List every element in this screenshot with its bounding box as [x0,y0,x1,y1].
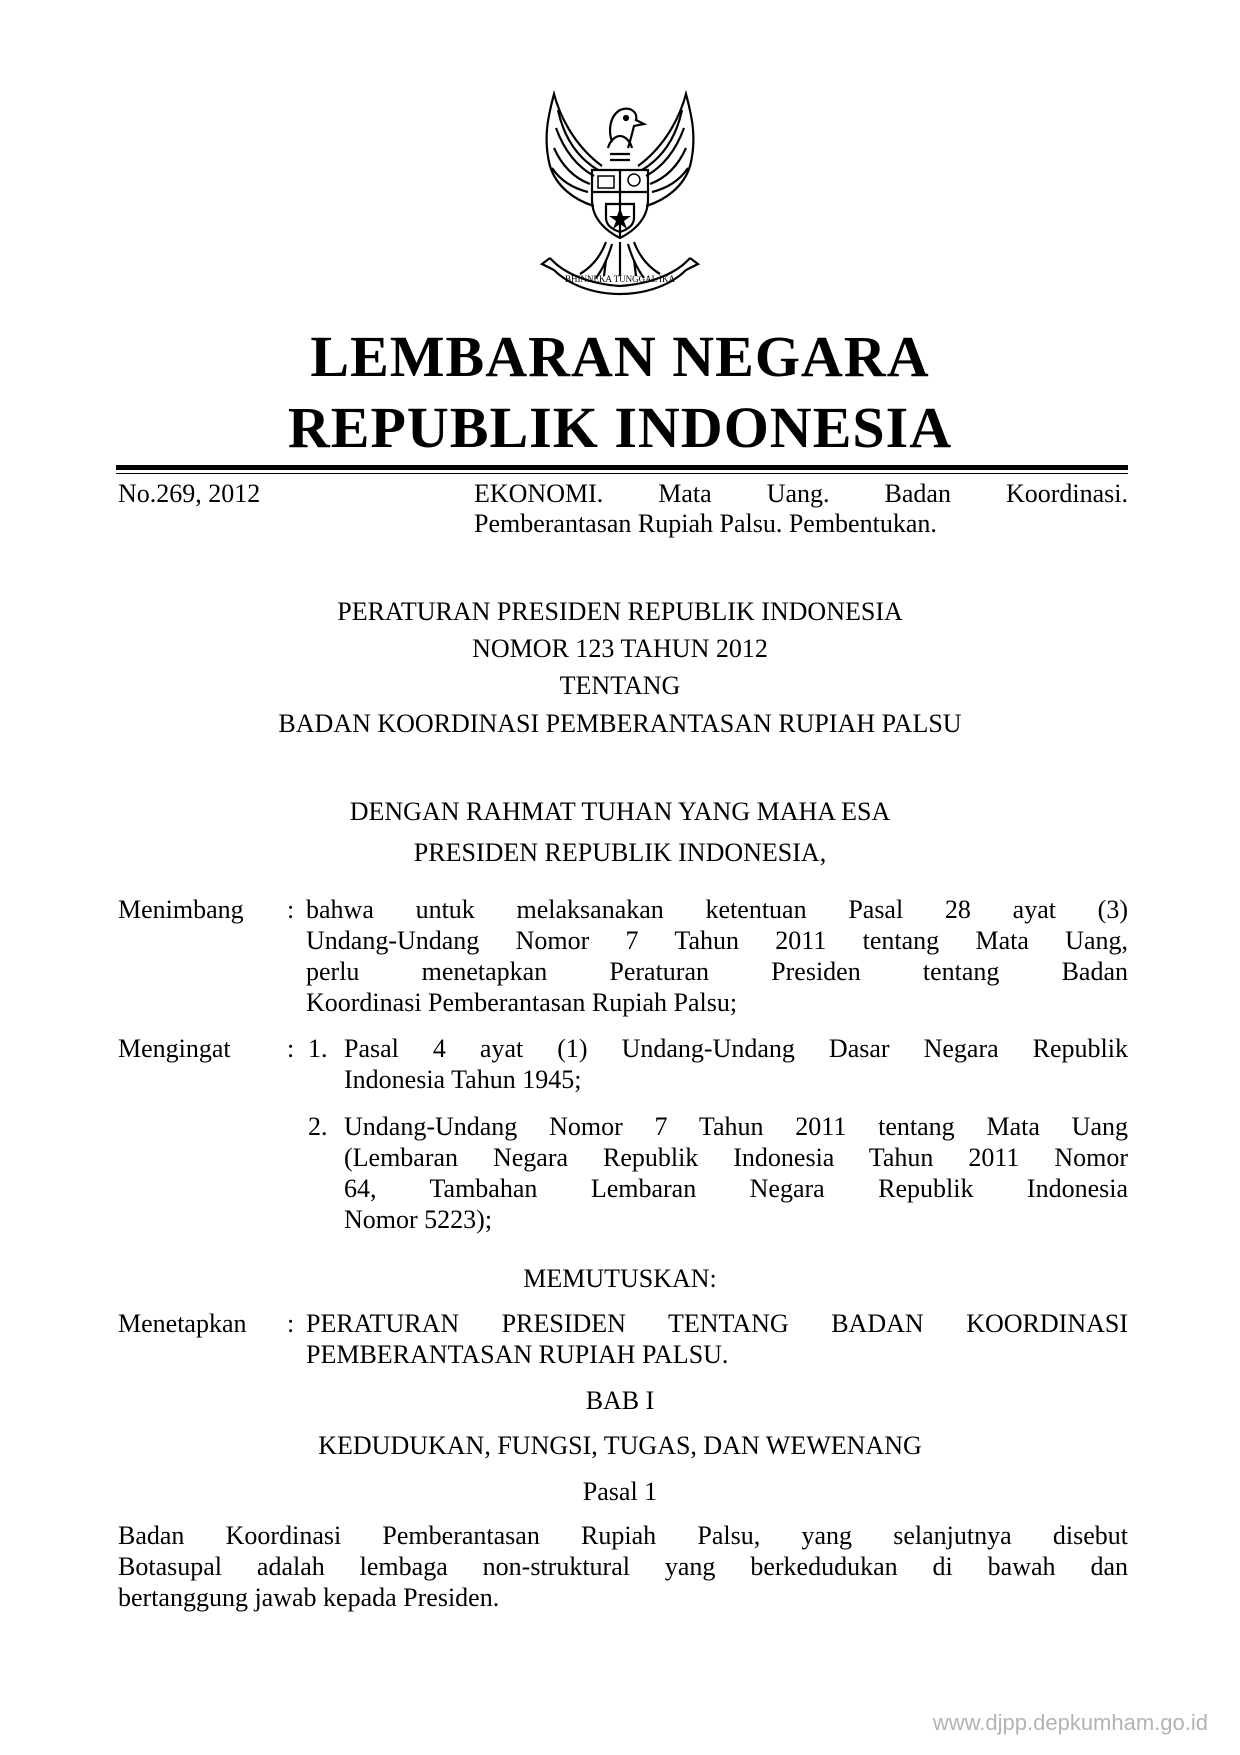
menetapkan-colon: : [287,1309,295,1338]
menimbang-colon: : [287,895,295,924]
mengingat-label: Mengingat [118,1034,231,1063]
mengingat-item-line: 64, Tambahan Lembaran Negara Republik Indonesia [344,1174,1128,1203]
masthead-title-line2: REPUBLIK INDONESIA [287,395,953,460]
body-line: bertanggung jawab kepada Presiden. [118,1583,500,1612]
memutuskan-heading: MEMUTUSKAN: [523,1264,717,1293]
menetapkan-line: PERATURAN PRESIDEN TENTANG BADAN KOORDINASI [306,1309,1128,1338]
gazette-subject-line1 [474,478,1128,510]
mengingat-item-number: 1. [308,1034,328,1063]
mengingat-item-line: Undang-Undang Nomor 7 Tahun 2011 tentang Mata Uang [344,1112,1128,1141]
menetapkan-label: Menetapkan [118,1309,247,1338]
masthead-rule-thick [116,465,1128,470]
menimbang-line: perlu menetapkan Peraturan Presiden tentang Badan [306,957,1128,986]
menimbang-line: bahwa untuk melaksanakan ketentuan Pasal 28 ayat (3) [306,895,1128,924]
masthead-rule-thin [116,473,1128,474]
garuda-emblem-icon [520,80,720,298]
menimbang-line: Undang-Undang Nomor 7 Tahun 2011 tentang Mata Uang, [306,926,1128,955]
subject-word: Koordinasi. [1005,479,1128,508]
menetapkan-line: PEMBERANTASAN RUPIAH PALSU. [306,1340,729,1369]
mengingat-item-line: (Lembaran Negara Republik Indonesia Tahun 2011 Nomor [344,1143,1128,1172]
source-watermark: www.djpp.depkumham.go.id [932,1710,1208,1735]
president-heading: PRESIDEN REPUBLIK INDONESIA, [413,838,827,867]
gazette-subject-line2: Pemberantasan Rupiah Palsu. Pembentukan. [474,509,937,538]
regulation-subject: BADAN KOORDINASI PEMBERANTASAN RUPIAH PALSU [278,709,962,738]
subject-word: EKONOMI. [474,479,604,508]
subject-word: Uang. [766,479,830,508]
mengingat-item-number: 2. [308,1112,328,1141]
menimbang-label: Menimbang [118,895,244,924]
bab-title: KEDUDUKAN, FUNGSI, TUGAS, DAN WEWENANG [318,1431,922,1460]
body-line: Botasupal adalah lembaga non-struktural yang berkedudukan di bawah dan [118,1552,1128,1581]
regulation-number: NOMOR 123 TAHUN 2012 [472,634,768,663]
invocation: DENGAN RAHMAT TUHAN YANG MAHA ESA [349,797,891,826]
mengingat-item-line: Pasal 4 ayat (1) Undang-Undang Dasar Negara Republik [344,1034,1128,1063]
menimbang-line: Koordinasi Pemberantasan Rupiah Palsu; [306,988,738,1017]
mengingat-colon: : [287,1034,295,1063]
gazette-number: No.269, 2012 [118,479,261,508]
bab-heading: BAB I [585,1386,655,1415]
regulation-tentang: TENTANG [559,671,681,700]
mengingat-item-line: Indonesia Tahun 1945; [344,1065,582,1094]
body-line: Badan Koordinasi Pemberantasan Rupiah Palsu, yang selanjutnya disebut [118,1521,1128,1550]
svg-text:BHINNEKA TUNGGAL IKA: BHINNEKA TUNGGAL IKA [565,274,675,284]
masthead-title-line1: LEMBARAN NEGARA [310,324,930,389]
subject-word: Mata [658,479,712,508]
regulation-title: PERATURAN PRESIDEN REPUBLIK INDONESIA [337,597,903,626]
mengingat-item-line: Nomor 5223); [344,1205,493,1234]
subject-word: Badan [884,479,951,508]
pasal-heading: Pasal 1 [582,1477,658,1506]
